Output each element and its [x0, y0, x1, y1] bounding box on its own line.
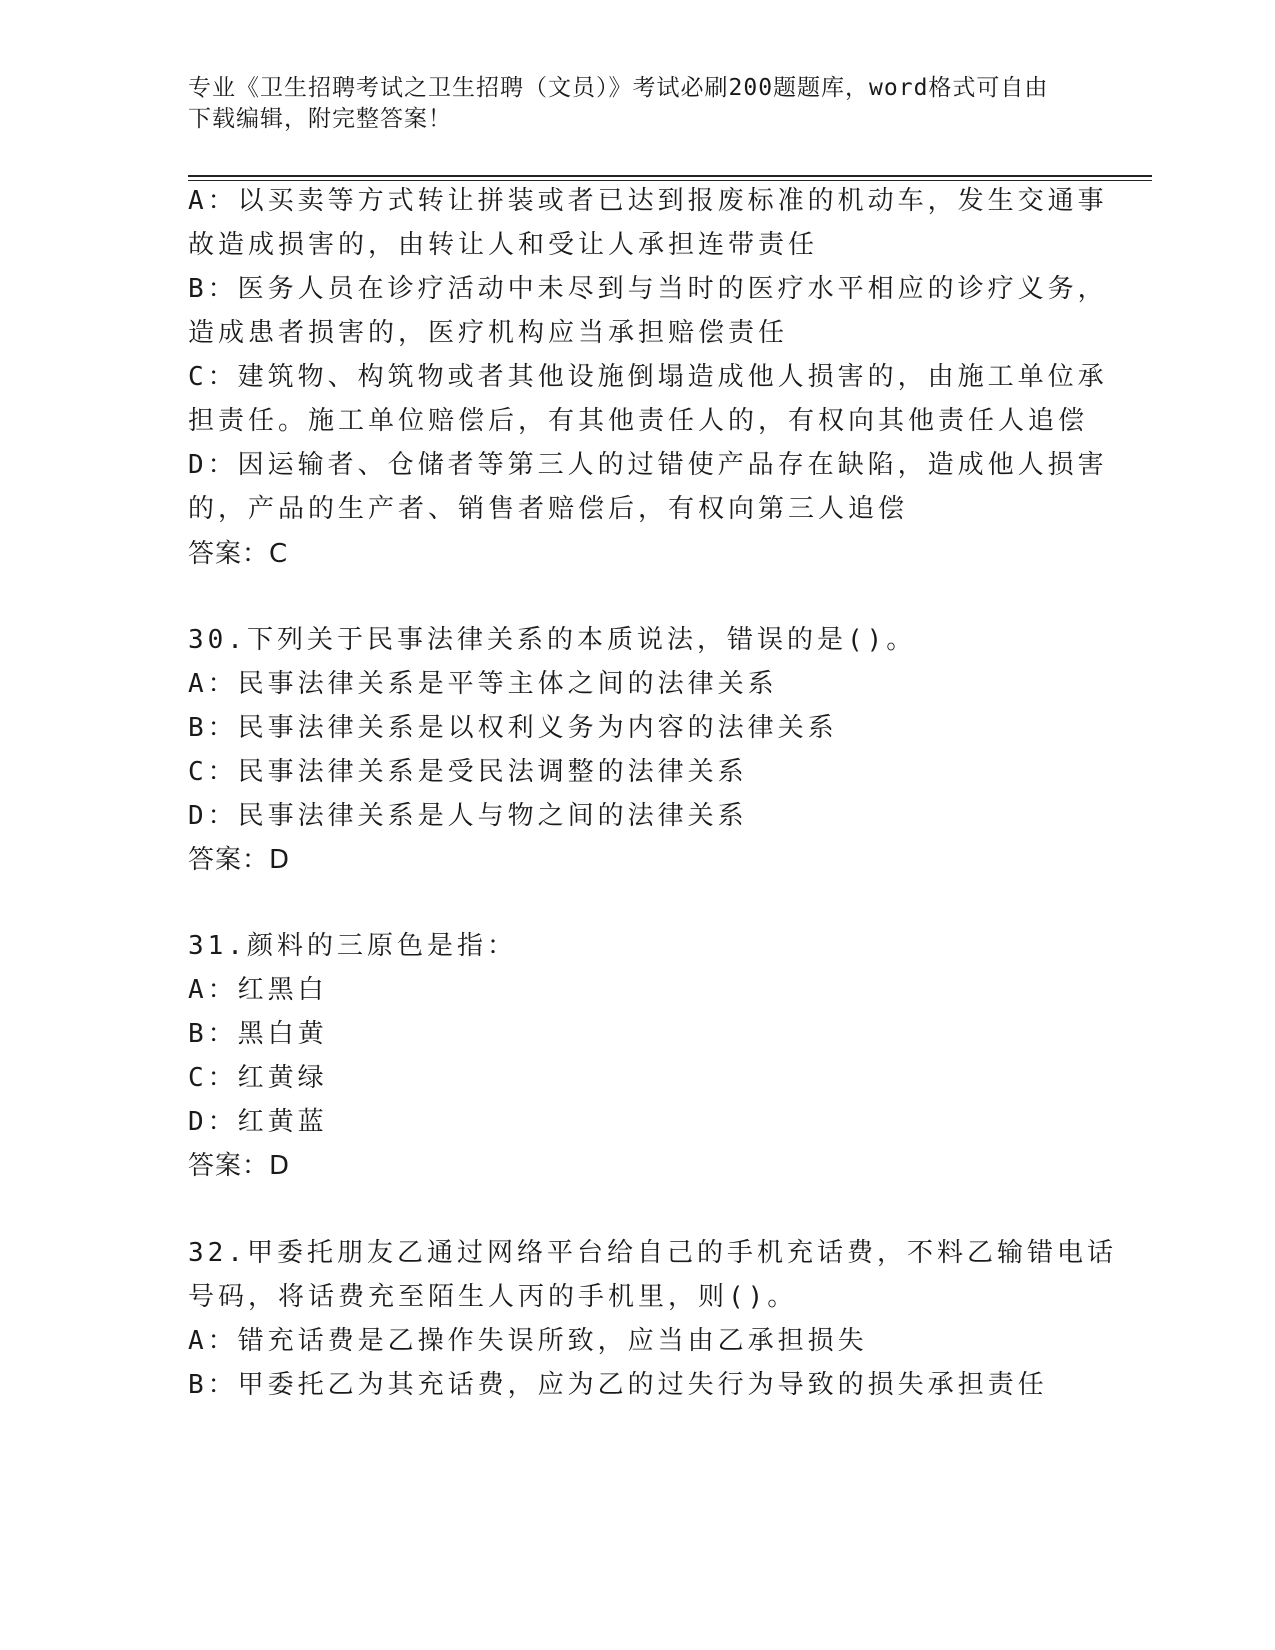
q30-option-b: B：民事法律关系是以权利义务为内容的法律关系: [188, 713, 838, 743]
q31-option-b: B：黑白黄: [188, 1019, 328, 1049]
q30-option-c: C：民事法律关系是受民法调整的法律关系: [188, 757, 748, 787]
option-a-line-1: A：以买卖等方式转让拼装或者已达到报废标准的机动车，发生交通事: [188, 186, 1108, 216]
option-d-line-1: D：因运输者、仓储者等第三人的过错使产品存在缺陷，造成他人损害: [188, 450, 1108, 480]
header-divider-thick: [188, 175, 1152, 177]
q31-option-d: D：红黄蓝: [188, 1107, 328, 1137]
option-c-line-2: 担责任。施工单位赔偿后，有其他责任人的，有权向其他责任人追偿: [188, 406, 1089, 436]
question-30: 30.下列关于民事法律关系的本质说法，错误的是()。: [188, 625, 917, 655]
answer-29: 答案：C: [188, 539, 289, 569]
q31-option-a: A：红黑白: [188, 975, 328, 1005]
q30-option-a: A：民事法律关系是平等主体之间的法律关系: [188, 669, 778, 699]
q32-option-a: A：错充话费是乙操作失误所致，应当由乙承担损失: [188, 1326, 868, 1356]
option-a-line-2: 故造成损害的，由转让人和受让人承担连带责任: [188, 230, 819, 260]
document-header: 专业《卫生招聘考试之卫生招聘（文员）》考试必刷200题题库，word格式可自由下载编辑，附完整答案！: [188, 75, 1049, 132]
question-32-line-2: 号码，将话费充至陌生人丙的手机里，则()。: [188, 1282, 798, 1312]
q30-option-d: D：民事法律关系是人与物之间的法律关系: [188, 801, 748, 831]
q31-option-c: C：红黄绿: [188, 1063, 328, 1093]
question-32-line-1: 32.甲委托朋友乙通过网络平台给自己的手机充话费，不料乙输错电话: [188, 1238, 1117, 1268]
option-b-line-2: 造成患者损害的，医疗机构应当承担赔偿责任: [188, 318, 789, 348]
option-c-line-1: C：建筑物、构筑物或者其他设施倒塌造成他人损害的，由施工单位承: [188, 362, 1108, 392]
answer-30: 答案：D: [188, 845, 291, 875]
header-divider-thin: [188, 180, 1152, 181]
question-31: 31.颜料的三原色是指：: [188, 931, 517, 961]
answer-31: 答案：D: [188, 1151, 291, 1181]
option-d-line-2: 的，产品的生产者、销售者赔偿后，有权向第三人追偿: [188, 494, 909, 524]
option-b-line-1: B：医务人员在诊疗活动中未尽到与当时的医疗水平相应的诊疗义务，: [188, 274, 1108, 304]
q32-option-b: B：甲委托乙为其充话费，应为乙的过失行为导致的损失承担责任: [188, 1370, 1048, 1400]
